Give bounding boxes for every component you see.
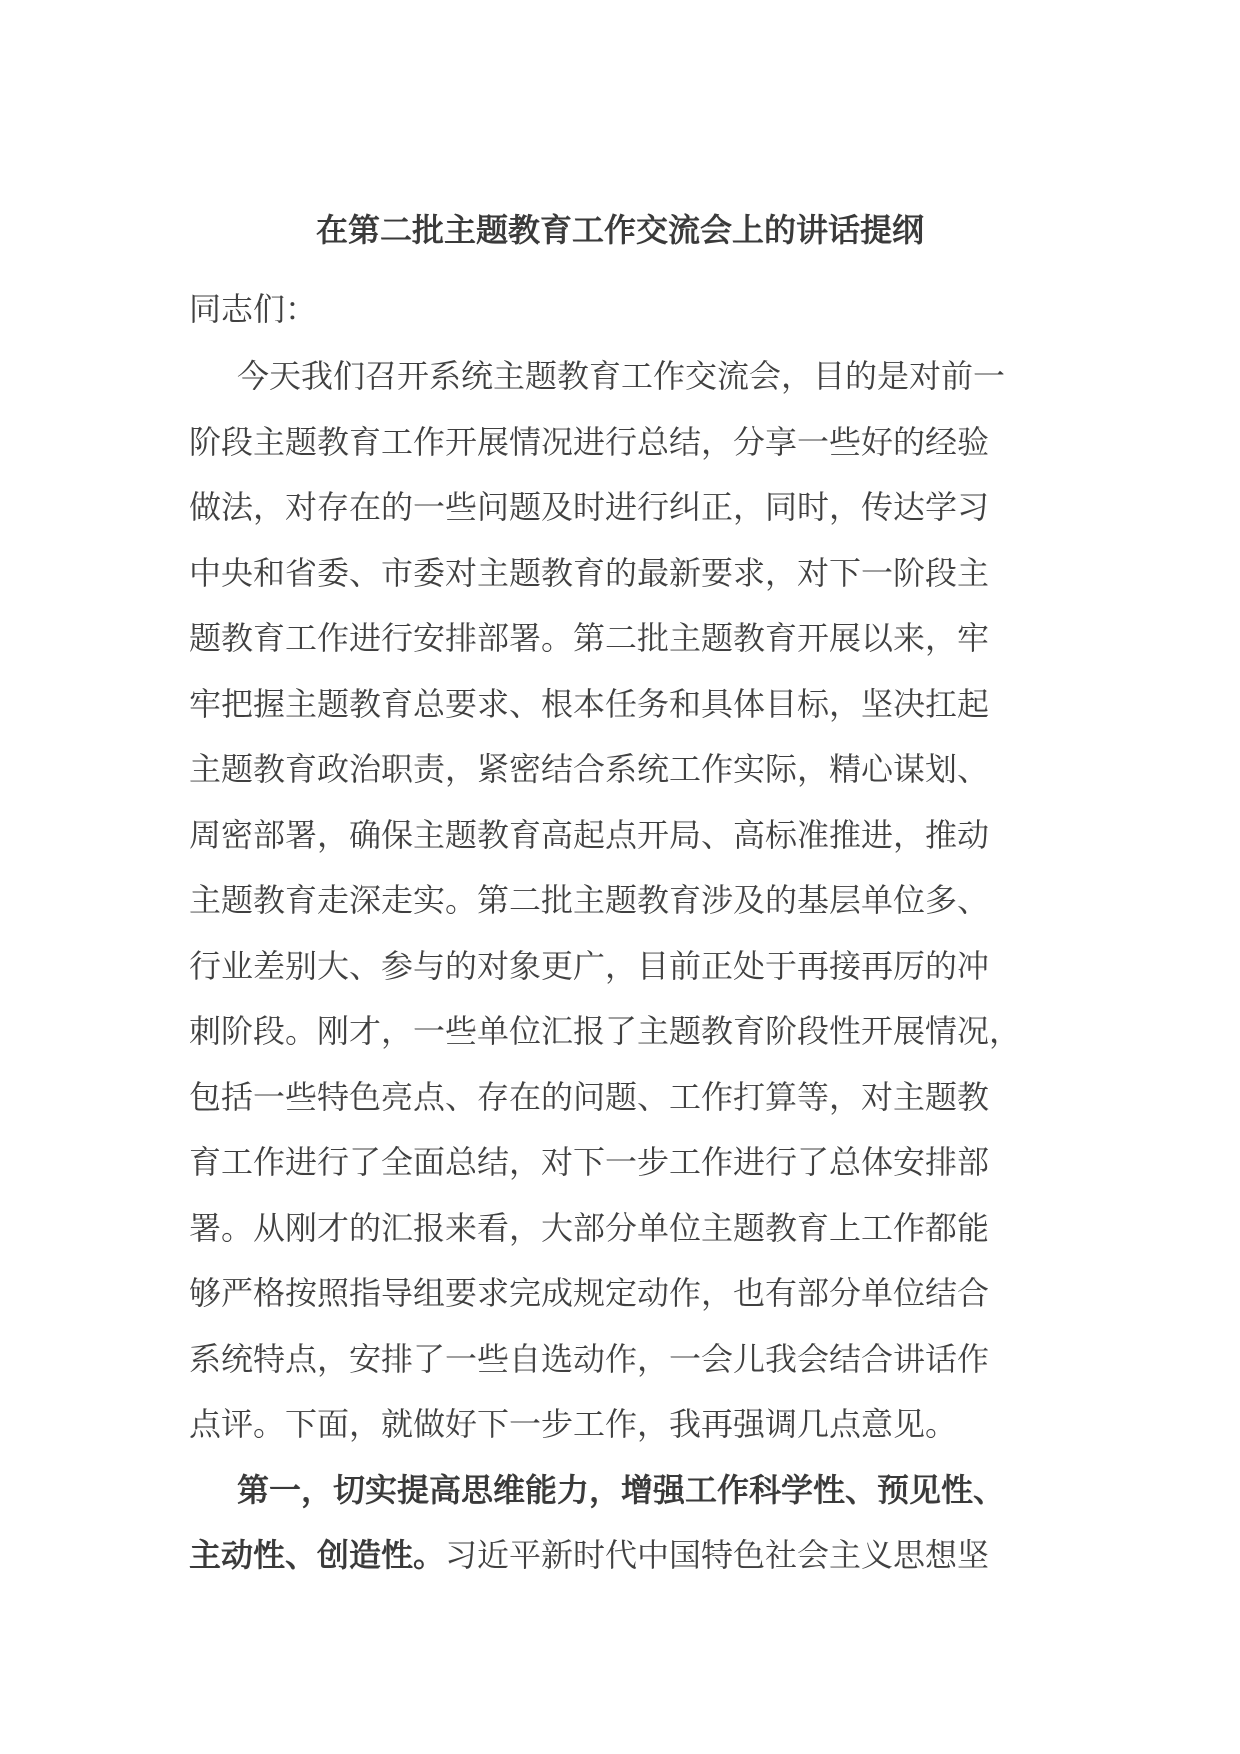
document-body [189,344,1059,1589]
text-line: 今天我们召开系统主题教育工作交流会，目的是对前一 [237,357,1006,395]
section-heading: 第一，切实提高思维能力，增强工作科学性、预见性、 [237,1470,1006,1509]
text-line: 做法，对存在的一些问题及时进行纠正，同时，传达学习 [189,488,990,526]
text-line: 系统特点，安排了一些自选动作，一会儿我会结合讲话作 [189,1339,990,1378]
text-line: 够严格按照指导组要求完成规定动作，也有部分单位结合 [189,1274,990,1312]
text-line: 刺阶段。刚才，一些单位汇报了主题教育阶段性开展情况， [189,1012,1022,1050]
salutation: 同志们： [189,290,318,328]
paragraph-intro [189,344,1059,1458]
body-text: 习近平新时代中国特色社会主义思想坚 [445,1536,990,1574]
document-title: 在第二批主题教育工作交流会上的讲话提纲 [315,211,924,249]
text-line: 行业差别大、参与的对象更广，目前正处于再接再厉的冲 [189,946,990,985]
text-line: 育工作进行了全面总结，对下一步工作进行了总体安排部 [189,1143,990,1181]
text-line: 牢把握主题教育总要求、根本任务和具体目标，坚决扛起 [189,684,990,723]
text-line: 包括一些特色亮点、存在的问题、工作打算等，对主题教 [189,1077,990,1116]
text-line: 主题教育走深走实。第二批主题教育涉及的基层单位多、 [189,881,990,919]
text-line: 主题教育政治职责，紧密结合系统工作实际，精心谋划、 [189,750,990,788]
section-heading-continued: 主动性、创造性。 [189,1536,446,1574]
text-line: 点评。下面，就做好下一步工作，我再强调几点意见。 [189,1405,958,1443]
text-line: 中央和省委、市委对主题教育的最新要求，对下一阶段主 [189,553,990,592]
text-line: 周密部署，确保主题教育高起点开局、高标准推进，推动 [189,815,990,854]
text-line: 阶段主题教育工作开展情况进行总结，分享一些好的经验 [189,422,990,461]
text-line: 署。从刚才的汇报来看，大部分单位主题教育上工作都能 [189,1208,990,1247]
text-line [189,1523,1059,1589]
text-line: 题教育工作进行安排部署。第二批主题教育开展以来，牢 [189,619,990,657]
paragraph-first-point [189,1458,1059,1589]
